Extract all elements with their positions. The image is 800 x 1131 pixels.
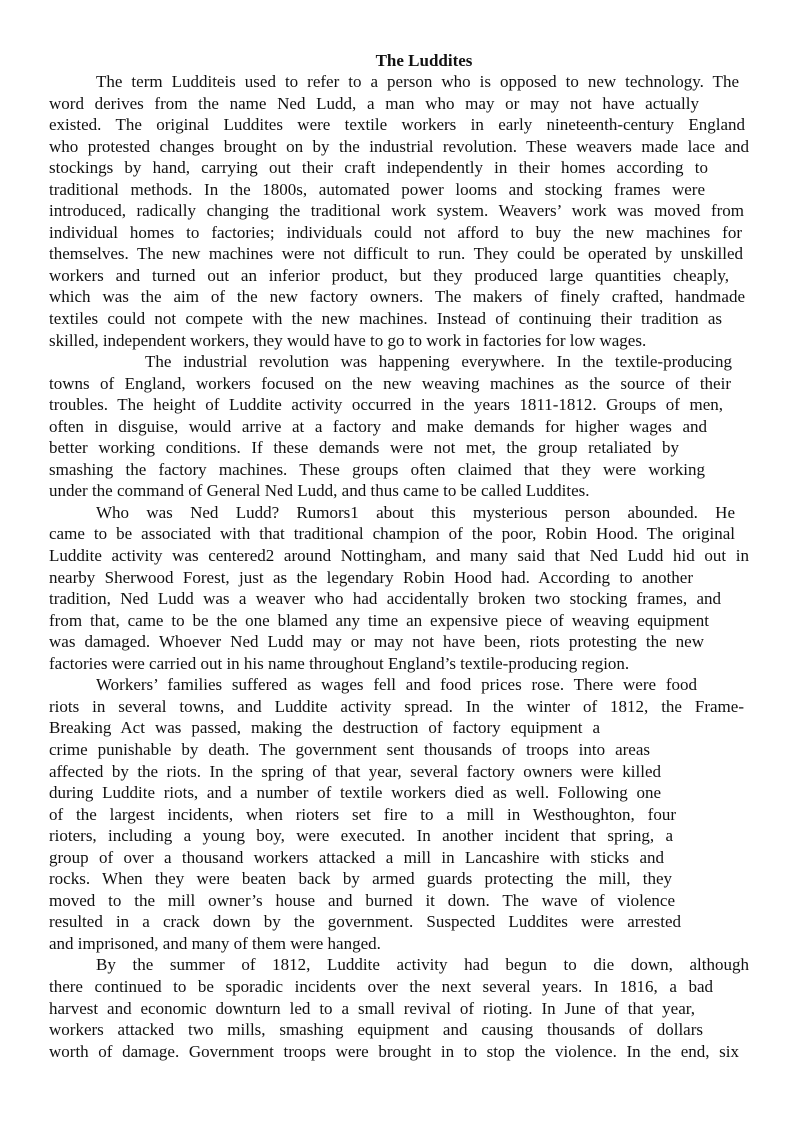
text-line: moved to the mill owner’s house and burned it down. The wave of violence: [49, 890, 675, 910]
text-line: stockings by hand, carrying out their craft independently in their homes according to: [49, 158, 708, 178]
text-line: of the largest incidents, when rioters set fire to a mill in Westhoughton, four: [49, 804, 676, 824]
text-line: and imprisoned, and many of them were hanged.: [49, 933, 381, 953]
text-line: often in disguise, would arrive at a factory and make demands for higher wages and: [49, 416, 707, 436]
text-line: textiles could not compete with the new machines. Instead of continuing their tradition as: [49, 309, 722, 329]
text-line: word derives from the name Ned Ludd, a man who may or may not have actually: [49, 93, 699, 113]
text-line: from that, came to be the one blamed any time an expensive piece of weaving equipment: [49, 610, 709, 630]
text-line: existed. The original Luddites were textile workers in early nineteenth-century England: [49, 115, 745, 135]
text-line: riots in several towns, and Luddite activity spread. In the winter of 1812, the Frame-: [49, 696, 744, 716]
text-line: harvest and economic downturn led to a small revival of rioting. In June of that year,: [49, 998, 695, 1018]
document-body: [49, 71, 754, 1062]
text-line: smashing the factory machines. These groups often claimed that they were working: [49, 459, 705, 479]
text-line: themselves. The new machines were not difficult to run. They could be operated by unskilled: [49, 244, 743, 264]
text-line: workers and turned out an inferior product, but they produced large quantities cheaply,: [49, 265, 729, 285]
text-line: which was the aim of the new factory owners. The makers of finely crafted, handmade: [49, 287, 745, 307]
text-line: under the command of General Ned Ludd, and thus came to be called Luddites.: [49, 481, 590, 501]
text-line: better working conditions. If these demands were not met, the group retaliated by: [49, 438, 679, 458]
text-line: rioters, including a young boy, were executed. In another incident that spring, a: [49, 826, 673, 846]
text-line: tradition, Ned Ludd was a weaver who had accidentally broken two stocking frames, and: [49, 589, 721, 609]
text-line: there continued to be sporadic incidents over the next several years. In 1816, a bad: [49, 976, 713, 996]
text-line: came to be associated with that traditional champion of the poor, Robin Hood. The original: [49, 524, 735, 544]
document-title: The Luddites: [375, 51, 473, 70]
text-line: Breaking Act was passed, making the destruction of factory equipment a: [49, 718, 600, 738]
text-line: traditional methods. In the 1800s, automated power looms and stocking frames were: [49, 179, 705, 199]
text-line: workers attacked two mills, smashing equipment and causing thousands of dollars: [49, 1020, 703, 1040]
text-line: group of over a thousand workers attacked a mill in Lancashire with sticks and: [49, 847, 664, 867]
text-line: factories were carried out in his name throughout England’s textile-producing region.: [49, 653, 630, 673]
text-line: The term Ludditeis used to refer to a person who is opposed to new technology. The: [96, 72, 739, 91]
text-line: By the summer of 1812, Luddite activity had begun to die down, although: [96, 955, 749, 975]
text-line: nearby Sherwood Forest, just as the legendary Robin Hood had. According to another: [49, 567, 693, 587]
text-line: worth of damage. Government troops were brought in to stop the violence. In the end, six: [49, 1041, 739, 1061]
text-line: during Luddite riots, and a number of textile workers died as well. Following one: [49, 783, 661, 803]
text-line: rocks. When they were beaten back by armed guards protecting the mill, they: [49, 869, 672, 889]
text-line: was damaged. Whoever Ned Ludd may or may not have been, riots protesting the new: [49, 632, 704, 652]
text-line: crime punishable by death. The government sent thousands of troops into areas: [49, 739, 650, 759]
text-line: troubles. The height of Luddite activity occurred in the years 1811-1812. Groups of men,: [49, 395, 723, 415]
text-line: affected by the riots. In the spring of that year, several factory owners were killed: [49, 761, 661, 781]
text-line: who protested changes brought on by the industrial revolution. These weavers made lace and: [49, 136, 749, 156]
text-line: Workers’ families suffered as wages fell and food prices rose. There were food: [96, 675, 697, 695]
text-line: introduced, radically changing the traditional work system. Weavers’ work was moved from: [49, 201, 744, 221]
text-line: individual homes to factories; individuals could not afford to buy the new machines for: [49, 222, 742, 242]
text-line: Luddite activity was centered2 around Nottingham, and many said that Ned Ludd hid out in: [49, 546, 749, 566]
text-line: The industrial revolution was happening everywhere. In the textile-producing: [145, 352, 732, 372]
text-line: Who was Ned Ludd? Rumors1 about this mysterious person abounded. He: [96, 502, 735, 522]
text-line: towns of England, workers focused on the new weaving machines as the source of their: [49, 373, 731, 393]
text-line: skilled, independent workers, they would have to go to work in factories for low wages.: [49, 330, 647, 350]
text-line: resulted in a crack down by the government. Suspected Luddites were arrested: [49, 912, 681, 932]
